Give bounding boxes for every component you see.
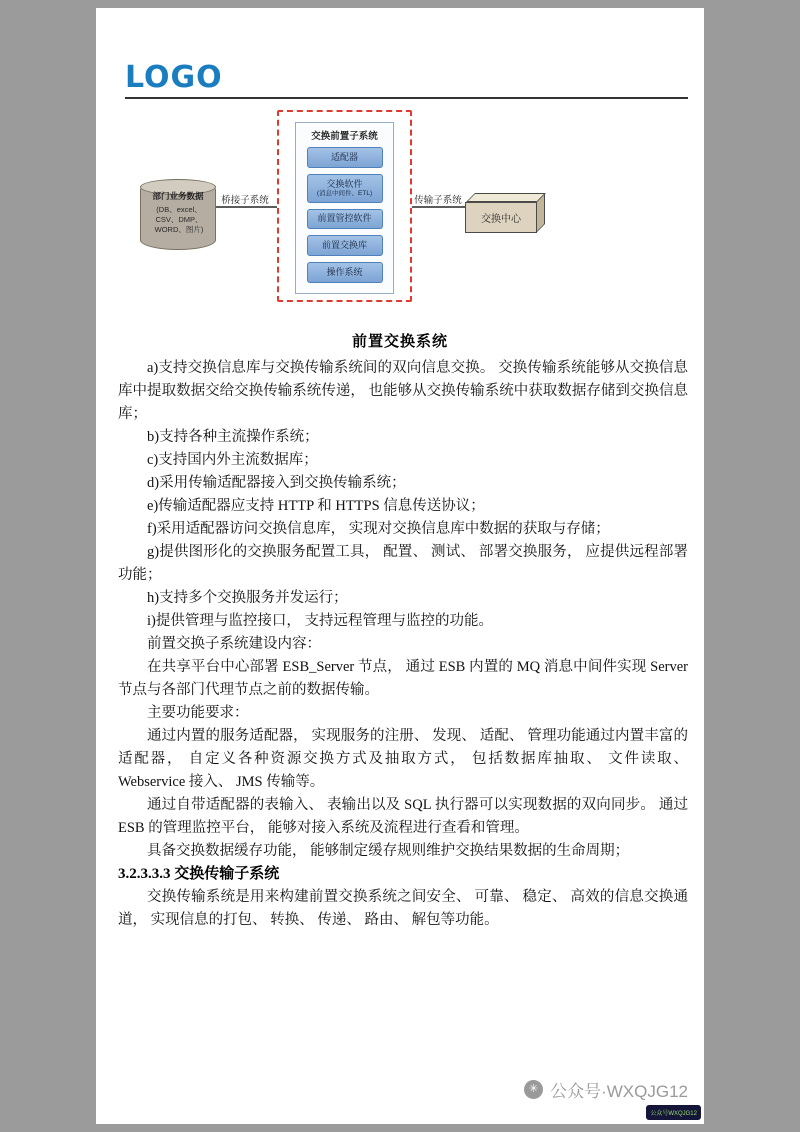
paragraph: g)提供图形化的交换服务配置工具， 配置、 测试、 部署交换服务， 应提供远程部署功能；	[118, 544, 688, 583]
logo: LOGO	[125, 60, 223, 95]
header-divider	[125, 97, 688, 99]
module-sublabel: (消息中间件、ETL)	[316, 189, 373, 197]
paragraph: 具备交换数据缓存功能， 能够制定缓存规则维护交换结果数据的生命周期；	[147, 843, 630, 859]
paragraph: 通过内置的服务适配器， 实现服务的注册、 发现、 适配、 管理功能通过内置丰富的适配器， 自定义各种资源交换方式及抽取方式， 包括数据库抽取、 文件读取、Webservice 接入、 JMS 传输等。	[118, 728, 688, 790]
connector-line-left	[216, 206, 277, 208]
module-label: 前置交换库	[321, 240, 367, 251]
paragraph: e)传输适配器应支持 HTTP 和 HTTPS 信息传送协议；	[147, 498, 485, 514]
module-front-control-software	[307, 209, 383, 230]
module-front-exchange-db	[307, 235, 383, 256]
database-cylinder-title: 部门业务数据	[152, 191, 204, 201]
architecture-diagram	[96, 100, 704, 312]
module-label: 适配器	[330, 151, 358, 162]
section-heading: 3.2.3.3.3 交换传输子系统	[118, 866, 280, 882]
exchange-center-box-side	[536, 193, 545, 233]
paragraph: 交换传输系统是用来构建前置交换系统之间安全、 可靠、 稳定、 高效的信息交换通道， 实现信息的打包、 转换、 传递、 路由、 解包等功能。	[118, 889, 688, 928]
connector-line-right	[412, 206, 465, 208]
official-account-icon: ✳	[524, 1080, 543, 1099]
paragraph: b)支持各种主流操作系统；	[147, 429, 319, 445]
paragraph: 通过自带适配器的表输入、 表输出以及 SQL 执行器可以实现数据的双向同步。 通过 ESB 的管理监控平台， 能够对接入系统及流程进行查看和管理。	[118, 797, 688, 836]
module-label: 操作系统	[326, 267, 363, 278]
watermark-text: 公众号·WXQJG12	[550, 1082, 688, 1101]
database-cylinder-subtitle: (DB、excel、CSV、DMP、WORD、图片)	[154, 205, 204, 234]
corner-badge: 公众号WXQJG12	[646, 1105, 701, 1120]
paragraph: 前置交换子系统建设内容：	[147, 636, 321, 652]
front-exchange-subsystem-box	[277, 110, 412, 302]
figure-caption: 前置交换系统	[351, 334, 448, 350]
watermark	[524, 1077, 688, 1102]
document-page	[96, 8, 704, 1124]
database-cylinder	[140, 180, 216, 250]
module-adapter	[307, 147, 383, 168]
paragraph: a)支持交换信息库与交换传输系统间的双向信息交换。 交换传输系统能够从交换信息库中提取数据交给交换传输系统传递， 也能够从交换传输系统中获取数据存储到交换信息库；	[118, 360, 688, 422]
module-label: 交换软件	[326, 178, 363, 189]
front-panel-title: 交换前置子系统	[311, 131, 378, 142]
front-exchange-panel	[295, 122, 394, 294]
connector-label-transport: 传输子系统	[414, 195, 462, 206]
exchange-center-box: 交换中心	[465, 202, 537, 233]
paragraph: h)支持多个交换服务并发运行；	[147, 590, 348, 606]
body-text	[118, 357, 688, 932]
connector-label-bridge: 桥接子系统	[221, 195, 269, 206]
paragraph: f)采用适配器访问交换信息库， 实现对交换信息库中数据的获取与存储；	[147, 521, 610, 537]
paragraph: 主要功能要求：	[147, 705, 249, 721]
paragraph: i)提供管理与监控接口， 支持远程管理与监控的功能。	[147, 613, 493, 629]
paragraph: c)支持国内外主流数据库；	[147, 452, 318, 468]
module-operating-system	[307, 262, 383, 283]
exchange-center-box-top	[466, 193, 546, 202]
paragraph: d)采用传输适配器接入到交换传输系统；	[147, 475, 406, 491]
paragraph: 在共享平台中心部署 ESB_Server 节点， 通过 ESB 内置的 MQ 消息中间件实现 Server 节点与各部门代理节点之前的数据传输。	[118, 659, 688, 698]
module-label: 前置管控软件	[317, 213, 372, 224]
module-exchange-software	[307, 174, 383, 203]
